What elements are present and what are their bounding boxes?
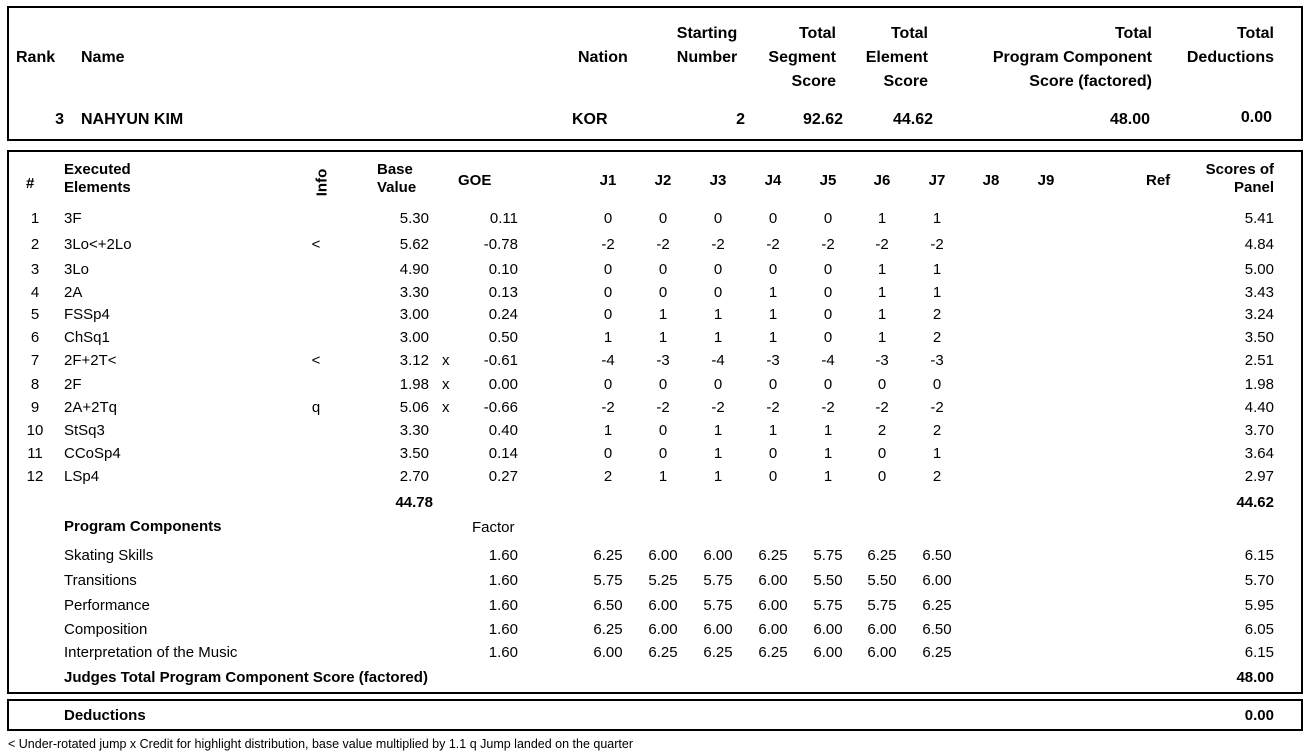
element-highlight-x: x bbox=[442, 352, 450, 369]
element-goe: 0.24 bbox=[488, 306, 518, 323]
component-judge-score: 6.25 bbox=[758, 547, 788, 564]
total-element-score-label bbox=[830, 22, 928, 94]
element-name: 2F+2T< bbox=[64, 352, 117, 369]
element-base-value: 5.06 bbox=[399, 399, 429, 416]
element-judge-score: 1 bbox=[713, 468, 723, 485]
rank-label: Rank bbox=[16, 49, 56, 66]
element-judge-score: 0 bbox=[658, 376, 668, 393]
col-judge-header: J9 bbox=[1037, 172, 1055, 189]
total-segment-label-line1: Total bbox=[798, 25, 836, 42]
col-base-line2: Value bbox=[377, 179, 417, 196]
element-num: 10 bbox=[26, 422, 44, 439]
starting-number-label bbox=[665, 22, 749, 70]
total-deductions-label-line1: Total bbox=[1236, 25, 1274, 42]
element-judge-score: -2 bbox=[875, 399, 889, 416]
element-panel-score: 5.00 bbox=[1244, 261, 1274, 278]
element-name: StSq3 bbox=[64, 422, 105, 439]
element-judge-score: 0 bbox=[932, 376, 942, 393]
element-num: 3 bbox=[30, 261, 40, 278]
component-judge-score: 5.75 bbox=[703, 597, 733, 614]
element-judge-score: -2 bbox=[601, 399, 615, 416]
element-goe: -0.61 bbox=[483, 352, 518, 369]
element-goe: 0.50 bbox=[488, 329, 518, 346]
component-judge-score: 6.25 bbox=[593, 547, 623, 564]
total-element-label-line3: Score bbox=[883, 73, 928, 90]
elements-total-score: 44.62 bbox=[1236, 494, 1274, 511]
element-judge-score: 1 bbox=[823, 468, 833, 485]
skater-rank: 3 bbox=[55, 111, 64, 128]
component-panel-score: 5.95 bbox=[1244, 597, 1274, 614]
deductions-label: Deductions bbox=[64, 707, 146, 724]
element-base-value: 5.62 bbox=[399, 236, 429, 253]
component-judge-score: 6.00 bbox=[813, 621, 843, 638]
element-base-value: 5.30 bbox=[399, 210, 429, 227]
component-name: Composition bbox=[64, 621, 148, 638]
element-judge-score: -2 bbox=[601, 236, 615, 253]
element-judge-score: -2 bbox=[711, 399, 725, 416]
element-judge-score: 0 bbox=[713, 261, 723, 278]
elements-total-base: 44.78 bbox=[395, 494, 433, 511]
element-name: 2A bbox=[64, 284, 83, 301]
total-program-label-line1: Total bbox=[1114, 25, 1152, 42]
element-judge-score: 0 bbox=[658, 422, 668, 439]
element-num: 5 bbox=[30, 306, 40, 323]
element-goe: 0.14 bbox=[488, 445, 518, 462]
element-base-value: 3.30 bbox=[399, 284, 429, 301]
component-judge-score: 5.75 bbox=[703, 572, 733, 589]
element-judge-score: 0 bbox=[658, 261, 668, 278]
element-judge-score: 1 bbox=[932, 261, 942, 278]
component-panel-score: 5.70 bbox=[1244, 572, 1274, 589]
element-judge-score: 0 bbox=[823, 261, 833, 278]
col-scores-line1: Scores of bbox=[1205, 161, 1274, 178]
element-judge-score: 0 bbox=[658, 445, 668, 462]
col-info-header: Info bbox=[313, 168, 331, 197]
col-judge-header: J7 bbox=[928, 172, 946, 189]
total-segment-label-line2: Segment bbox=[768, 49, 836, 66]
element-judge-score: 1 bbox=[932, 210, 942, 227]
total-segment-score-label bbox=[740, 22, 836, 94]
component-judge-score: 6.25 bbox=[867, 547, 897, 564]
element-judge-score: 0 bbox=[823, 284, 833, 301]
element-judge-score: 2 bbox=[932, 329, 942, 346]
component-judge-score: 6.00 bbox=[758, 621, 788, 638]
element-info: q bbox=[311, 399, 321, 416]
element-judge-score: 0 bbox=[603, 210, 613, 227]
element-judge-score: 0 bbox=[603, 284, 613, 301]
element-base-value: 3.30 bbox=[399, 422, 429, 439]
program-components-total-label: Judges Total Program Component Score (factored) bbox=[64, 669, 428, 686]
element-judge-score: 2 bbox=[877, 422, 887, 439]
col-judge-header: J6 bbox=[873, 172, 891, 189]
element-judge-score: 0 bbox=[713, 284, 723, 301]
component-judge-score: 6.00 bbox=[867, 621, 897, 638]
component-factor: 1.60 bbox=[488, 621, 518, 638]
element-num: 11 bbox=[27, 445, 43, 462]
component-judge-score: 6.00 bbox=[648, 597, 678, 614]
element-panel-score: 3.43 bbox=[1244, 284, 1274, 301]
component-name: Skating Skills bbox=[64, 547, 154, 564]
element-judge-score: 0 bbox=[768, 261, 778, 278]
total-program-label-line2: Program Component bbox=[992, 49, 1152, 66]
element-name: 2A+2Tq bbox=[64, 399, 117, 416]
element-judge-score: 0 bbox=[768, 376, 778, 393]
program-components-factor-label: Factor bbox=[472, 519, 515, 536]
element-name: LSp4 bbox=[64, 468, 100, 485]
element-judge-score: 1 bbox=[768, 284, 778, 301]
col-base-value-header bbox=[377, 161, 416, 197]
element-judge-score: -2 bbox=[875, 236, 889, 253]
element-judge-score: -2 bbox=[821, 399, 835, 416]
element-num: 12 bbox=[26, 468, 44, 485]
component-judge-score: 6.00 bbox=[648, 621, 678, 638]
element-judge-score: 1 bbox=[877, 329, 887, 346]
element-panel-score: 2.51 bbox=[1244, 352, 1274, 369]
element-judge-score: 0 bbox=[823, 306, 833, 323]
element-highlight-x: x bbox=[442, 376, 450, 393]
element-panel-score: 3.70 bbox=[1244, 422, 1274, 439]
program-components-title: Program Components bbox=[64, 518, 222, 535]
element-judge-score: 2 bbox=[932, 306, 942, 323]
element-judge-score: 1 bbox=[932, 284, 942, 301]
element-judge-score: 0 bbox=[877, 468, 887, 485]
element-judge-score: 1 bbox=[658, 329, 668, 346]
component-name: Performance bbox=[64, 597, 150, 614]
starting-number-label-line2: Number bbox=[676, 49, 738, 66]
element-judge-score: 0 bbox=[603, 306, 613, 323]
element-judge-score: -2 bbox=[766, 399, 780, 416]
program-components-total-value: 48.00 bbox=[1236, 669, 1274, 686]
col-scores-of-panel-header bbox=[1180, 161, 1274, 197]
element-judge-score: 1 bbox=[768, 306, 778, 323]
element-base-value: 2.70 bbox=[399, 468, 429, 485]
element-judge-score: 1 bbox=[877, 284, 887, 301]
total-segment-label-line3: Score bbox=[791, 73, 836, 90]
element-base-value: 3.00 bbox=[399, 329, 429, 346]
col-judge-header: J3 bbox=[709, 172, 727, 189]
total-element-label-line2: Element bbox=[865, 49, 928, 66]
total-deductions-label-line2: Deductions bbox=[1186, 49, 1274, 66]
element-judge-score: -2 bbox=[711, 236, 725, 253]
skater-total-deductions: 0.00 bbox=[1240, 109, 1272, 126]
col-num-header: # bbox=[26, 175, 35, 192]
component-judge-score: 6.00 bbox=[703, 547, 733, 564]
element-panel-score: 4.40 bbox=[1244, 399, 1274, 416]
element-judge-score: 2 bbox=[932, 468, 942, 485]
col-scores-line2: Panel bbox=[1233, 179, 1274, 196]
component-judge-score: 6.25 bbox=[922, 644, 952, 661]
element-panel-score: 5.41 bbox=[1244, 210, 1274, 227]
deductions-panel bbox=[7, 699, 1303, 731]
element-goe: -0.66 bbox=[483, 399, 518, 416]
element-judge-score: -3 bbox=[656, 352, 670, 369]
element-judge-score: 0 bbox=[877, 376, 887, 393]
total-element-label-line1: Total bbox=[890, 25, 928, 42]
element-num: 4 bbox=[30, 284, 40, 301]
element-judge-score: 1 bbox=[877, 210, 887, 227]
element-num: 9 bbox=[30, 399, 40, 416]
component-judge-score: 6.00 bbox=[813, 644, 843, 661]
element-num: 6 bbox=[30, 329, 40, 346]
nation-label: Nation bbox=[578, 49, 628, 66]
element-name: CCoSp4 bbox=[64, 445, 121, 462]
component-judge-score: 6.00 bbox=[703, 621, 733, 638]
component-judge-score: 6.25 bbox=[648, 644, 678, 661]
col-executed-header bbox=[64, 161, 131, 197]
element-judge-score: -2 bbox=[930, 399, 944, 416]
component-judge-score: 6.25 bbox=[703, 644, 733, 661]
element-base-value: 3.50 bbox=[399, 445, 429, 462]
element-num: 8 bbox=[30, 376, 40, 393]
element-judge-score: 1 bbox=[768, 422, 778, 439]
element-judge-score: 0 bbox=[823, 210, 833, 227]
element-num: 1 bbox=[30, 210, 40, 227]
element-goe: 0.11 bbox=[489, 210, 518, 227]
component-judge-score: 6.00 bbox=[648, 547, 678, 564]
element-name: 2F bbox=[64, 376, 82, 393]
element-judge-score: 0 bbox=[603, 376, 613, 393]
element-panel-score: 3.50 bbox=[1244, 329, 1274, 346]
component-judge-score: 6.25 bbox=[758, 644, 788, 661]
skater-total-element-score: 44.62 bbox=[892, 111, 933, 128]
element-judge-score: 0 bbox=[877, 445, 887, 462]
element-judge-score: 0 bbox=[768, 210, 778, 227]
element-judge-score: -4 bbox=[821, 352, 835, 369]
total-program-component-label bbox=[952, 22, 1152, 94]
element-judge-score: -2 bbox=[930, 236, 944, 253]
col-base-line1: Base bbox=[377, 161, 413, 178]
element-judge-score: 0 bbox=[823, 329, 833, 346]
element-judge-score: 0 bbox=[713, 376, 723, 393]
element-judge-score: 1 bbox=[713, 445, 723, 462]
component-factor: 1.60 bbox=[488, 644, 518, 661]
element-judge-score: 1 bbox=[823, 445, 833, 462]
component-judge-score: 5.50 bbox=[813, 572, 843, 589]
element-judge-score: 0 bbox=[658, 284, 668, 301]
element-judge-score: 0 bbox=[823, 376, 833, 393]
element-name: 3Lo<+2Lo bbox=[64, 236, 132, 253]
element-panel-score: 1.98 bbox=[1244, 376, 1274, 393]
element-judge-score: 1 bbox=[768, 329, 778, 346]
element-judge-score: 1 bbox=[658, 468, 668, 485]
element-name: 3Lo bbox=[64, 261, 90, 278]
component-judge-score: 5.75 bbox=[593, 572, 623, 589]
component-judge-score: 5.50 bbox=[867, 572, 897, 589]
element-judge-score: 1 bbox=[713, 306, 723, 323]
element-judge-score: 1 bbox=[658, 306, 668, 323]
element-panel-score: 4.84 bbox=[1244, 236, 1274, 253]
element-judge-score: -2 bbox=[656, 399, 670, 416]
skater-nation: KOR bbox=[572, 111, 608, 128]
element-judge-score: 0 bbox=[768, 445, 778, 462]
element-goe: -0.78 bbox=[483, 236, 518, 253]
component-judge-score: 6.00 bbox=[758, 572, 788, 589]
col-goe-header: GOE bbox=[458, 172, 492, 189]
component-panel-score: 6.15 bbox=[1244, 644, 1274, 661]
starting-number-label-line1: Starting bbox=[676, 25, 738, 42]
element-judge-score: -2 bbox=[766, 236, 780, 253]
element-goe: 0.10 bbox=[488, 261, 518, 278]
element-judge-score: -4 bbox=[601, 352, 615, 369]
component-judge-score: 5.25 bbox=[648, 572, 678, 589]
element-judge-score: 2 bbox=[932, 422, 942, 439]
skater-total-segment-score: 92.62 bbox=[802, 111, 843, 128]
component-factor: 1.60 bbox=[488, 597, 518, 614]
element-num: 7 bbox=[30, 352, 40, 369]
element-panel-score: 3.64 bbox=[1244, 445, 1274, 462]
element-judge-score: -2 bbox=[821, 236, 835, 253]
element-judge-score: 1 bbox=[932, 445, 942, 462]
element-judge-score: 0 bbox=[603, 261, 613, 278]
element-highlight-x: x bbox=[442, 399, 450, 416]
component-judge-score: 6.25 bbox=[593, 621, 623, 638]
element-judge-score: 1 bbox=[713, 329, 723, 346]
element-info: < bbox=[311, 352, 321, 369]
component-judge-score: 6.50 bbox=[922, 621, 952, 638]
col-judge-header: J4 bbox=[764, 172, 782, 189]
element-judge-score: -4 bbox=[711, 352, 725, 369]
element-panel-score: 3.24 bbox=[1244, 306, 1274, 323]
component-factor: 1.60 bbox=[488, 547, 518, 564]
total-program-label-line3: Score (factored) bbox=[1029, 73, 1152, 90]
component-judge-score: 6.00 bbox=[593, 644, 623, 661]
deductions-value: 0.00 bbox=[1244, 707, 1274, 724]
element-judge-score: 1 bbox=[713, 422, 723, 439]
col-judge-header: J8 bbox=[982, 172, 1000, 189]
component-judge-score: 6.00 bbox=[758, 597, 788, 614]
component-panel-score: 6.05 bbox=[1244, 621, 1274, 638]
element-base-value: 3.12 bbox=[399, 352, 429, 369]
element-judge-score: -2 bbox=[656, 236, 670, 253]
element-judge-score: 0 bbox=[768, 468, 778, 485]
element-name: ChSq1 bbox=[64, 329, 110, 346]
component-name: Transitions bbox=[64, 572, 137, 589]
element-judge-score: 0 bbox=[713, 210, 723, 227]
element-judge-score: -3 bbox=[766, 352, 780, 369]
element-judge-score: 1 bbox=[603, 329, 613, 346]
component-panel-score: 6.15 bbox=[1244, 547, 1274, 564]
col-judge-header: J2 bbox=[654, 172, 672, 189]
element-judge-score: 1 bbox=[877, 261, 887, 278]
component-judge-score: 5.75 bbox=[813, 597, 843, 614]
element-judge-score: 0 bbox=[603, 445, 613, 462]
element-goe: 0.13 bbox=[488, 284, 518, 301]
element-judge-score: -3 bbox=[875, 352, 889, 369]
skater-starting-number: 2 bbox=[736, 111, 745, 128]
component-judge-score: 6.50 bbox=[922, 547, 952, 564]
name-label: Name bbox=[81, 49, 125, 66]
component-name: Interpretation of the Music bbox=[64, 644, 238, 661]
element-judge-score: 1 bbox=[877, 306, 887, 323]
element-base-value: 1.98 bbox=[399, 376, 429, 393]
component-judge-score: 6.50 bbox=[593, 597, 623, 614]
skater-total-program-score: 48.00 bbox=[1109, 111, 1150, 128]
element-base-value: 4.90 bbox=[399, 261, 429, 278]
component-judge-score: 5.75 bbox=[867, 597, 897, 614]
component-judge-score: 6.00 bbox=[922, 572, 952, 589]
element-goe: 0.27 bbox=[488, 468, 518, 485]
element-num: 2 bbox=[30, 236, 40, 253]
element-info: < bbox=[311, 236, 321, 253]
col-judge-header: J5 bbox=[819, 172, 837, 189]
legend-footnote: < Under-rotated jump x Credit for highlight distribution, base value multiplied by 1.1 q Jump landed on the quarter bbox=[8, 737, 634, 751]
component-factor: 1.60 bbox=[488, 572, 518, 589]
element-judge-score: 1 bbox=[823, 422, 833, 439]
component-judge-score: 5.75 bbox=[813, 547, 843, 564]
element-judge-score: 2 bbox=[603, 468, 613, 485]
element-judge-score: 0 bbox=[658, 210, 668, 227]
component-judge-score: 6.00 bbox=[867, 644, 897, 661]
col-judge-header: J1 bbox=[599, 172, 617, 189]
col-executed-line1: Executed bbox=[64, 161, 131, 178]
skater-name: NAHYUN KIM bbox=[81, 111, 184, 128]
element-name: FSSp4 bbox=[64, 306, 110, 323]
total-deductions-label bbox=[1160, 22, 1274, 70]
element-panel-score: 2.97 bbox=[1244, 468, 1274, 485]
element-judge-score: 1 bbox=[603, 422, 613, 439]
element-goe: 0.00 bbox=[488, 376, 518, 393]
element-base-value: 3.00 bbox=[399, 306, 429, 323]
element-goe: 0.40 bbox=[488, 422, 518, 439]
component-judge-score: 6.25 bbox=[922, 597, 952, 614]
element-name: 3F bbox=[64, 210, 82, 227]
col-ref-header: Ref bbox=[1146, 172, 1171, 189]
element-judge-score: -3 bbox=[930, 352, 944, 369]
col-executed-line2: Elements bbox=[64, 179, 131, 196]
